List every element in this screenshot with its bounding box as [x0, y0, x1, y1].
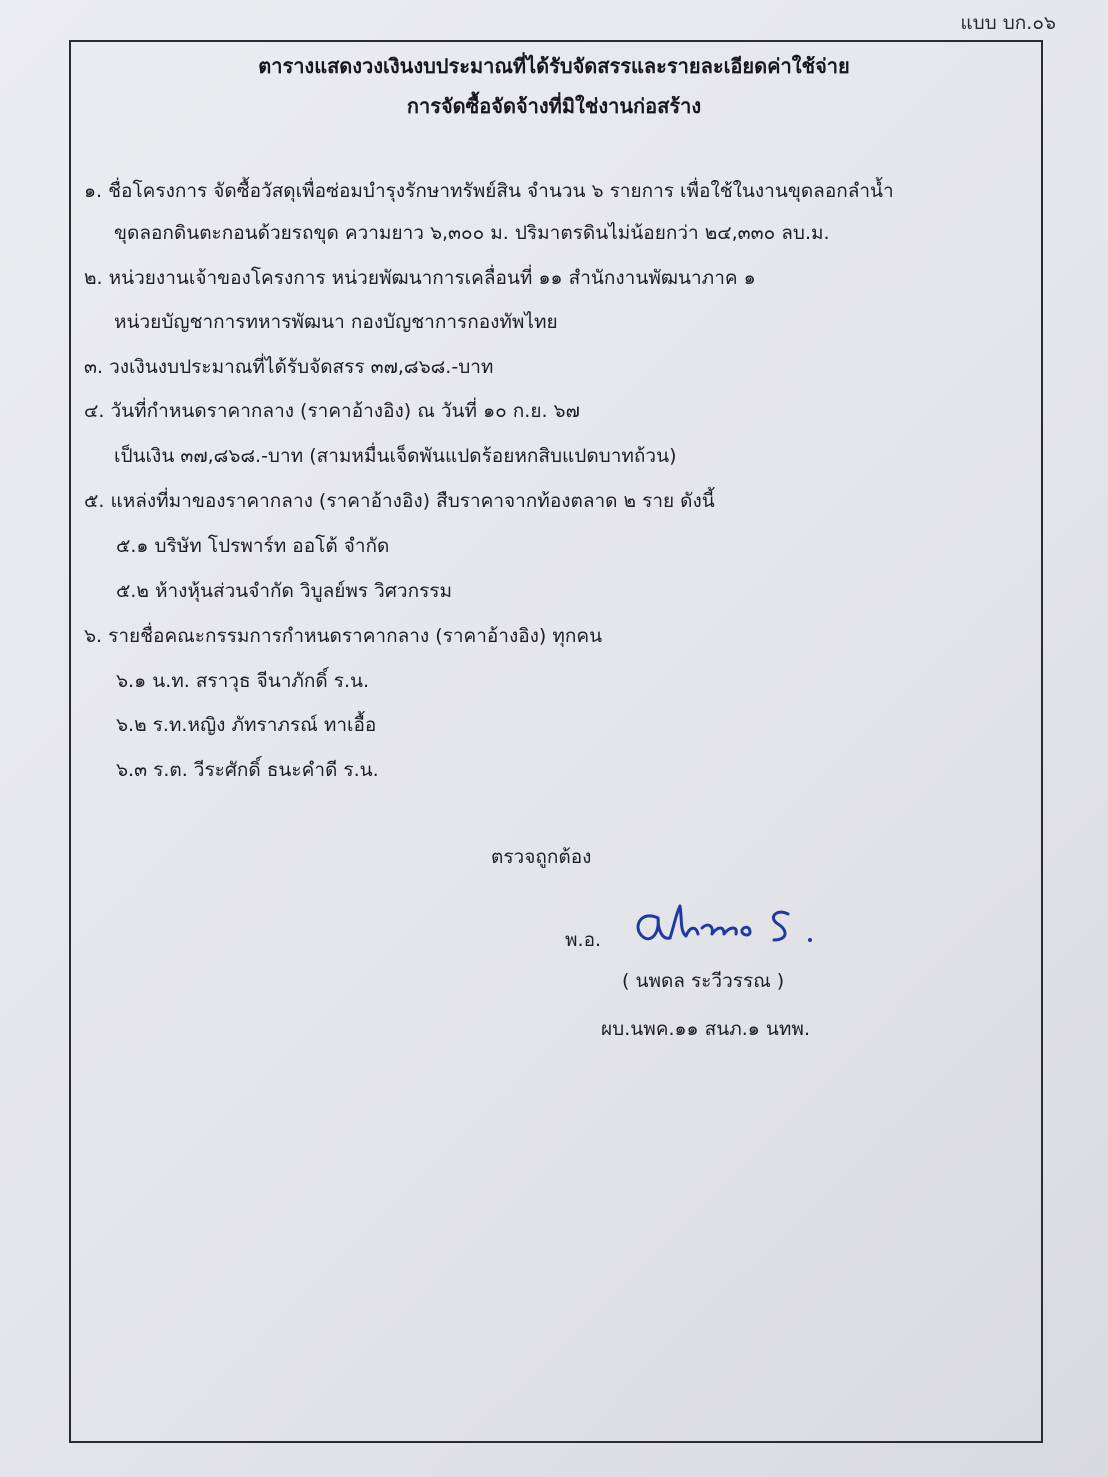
signer-position: ผบ.นพค.๑๑ สนภ.๑ นทพ. — [601, 1018, 810, 1040]
signer-rank: พ.อ. — [565, 929, 602, 951]
item-6-2-member: ๖.๒ ร.ท.หญิง ภัทราภรณ์ ทาเอื้อ — [116, 714, 377, 736]
item-5-price-source: ๕. แหล่งที่มาของราคากลาง (ราคาอ้างอิง) สืบราคาจากท้องตลาด ๒ ราย ดังนี้ — [84, 490, 715, 512]
item-3-budget: ๓. วงเงินงบประมาณที่ได้รับจัดสรร ๓๗,๘๖๘.-บาท — [84, 356, 494, 378]
item-1-project-detail: ขุดลอกดินตะกอนด้วยรถขุด ความยาว ๖,๓๐๐ ม. ปริมาตรดินไม่น้อยกว่า ๒๔,๓๓๐ ลบ.ม. — [114, 222, 830, 244]
item-4-amount: เป็นเงิน ๓๗,๘๖๘.-บาท (สามหมื่นเจ็ดพันแปดร้อยหกสิบแปดบาทถ้วน) — [114, 445, 677, 467]
item-2-owner-unit: ๒. หน่วยงานเจ้าของโครงการ หน่วยพัฒนาการเคลื่อนที่ ๑๑ สำนักงานพัฒนาภาค ๑ — [84, 267, 756, 289]
item-6-1-member: ๖.๑ น.ท. สราวุธ จีนาภักดิ์ ร.น. — [116, 670, 370, 692]
signer-name: ( นพดล ระวีวรรณ ) — [622, 970, 785, 992]
item-5-2-vendor: ๕.๒ ห้างหุ้นส่วนจำกัด วิบูลย์พร วิศวกรรม — [116, 580, 453, 602]
item-1-project-name: ๑. ชื่อโครงการ จัดซื้อวัสดุเพื่อซ่อมบำรุงรักษาทรัพย์สิน จำนวน ๖ รายการ เพื่อใช้ในงานขุดลอกลำน้ำ — [84, 180, 894, 202]
document-title: ตารางแสดงวงเงินงบประมาณที่ได้รับจัดสรรและรายละเอียดค่าใช้จ่าย — [258, 54, 850, 78]
document-frame — [69, 40, 1043, 1443]
form-code: แบบ บก.๐๖ — [960, 12, 1056, 34]
item-4-reference-date: ๔. วันที่กำหนดราคากลาง (ราคาอ้างอิง) ณ วันที่ ๑๐ ก.ย. ๖๗ — [84, 400, 580, 422]
item-5-1-vendor: ๕.๑ บริษัท โปรพาร์ท ออโต้ จำกัด — [116, 535, 390, 557]
item-6-3-member: ๖.๓ ร.ต. วีระศักดิ์ ธนะคำดี ร.น. — [116, 759, 379, 781]
document-subtitle: การจัดซื้อจัดจ้างที่มิใช่งานก่อสร้าง — [406, 94, 702, 118]
verified-label: ตรวจถูกต้อง — [491, 846, 592, 868]
handwritten-signature — [628, 896, 828, 956]
item-2-owner-command: หน่วยบัญชาการทหารพัฒนา กองบัญชาการกองทัพไทย — [114, 311, 558, 333]
item-6-committee: ๖. รายชื่อคณะกรรมการกำหนดราคากลาง (ราคาอ้างอิง) ทุกคน — [84, 625, 603, 647]
